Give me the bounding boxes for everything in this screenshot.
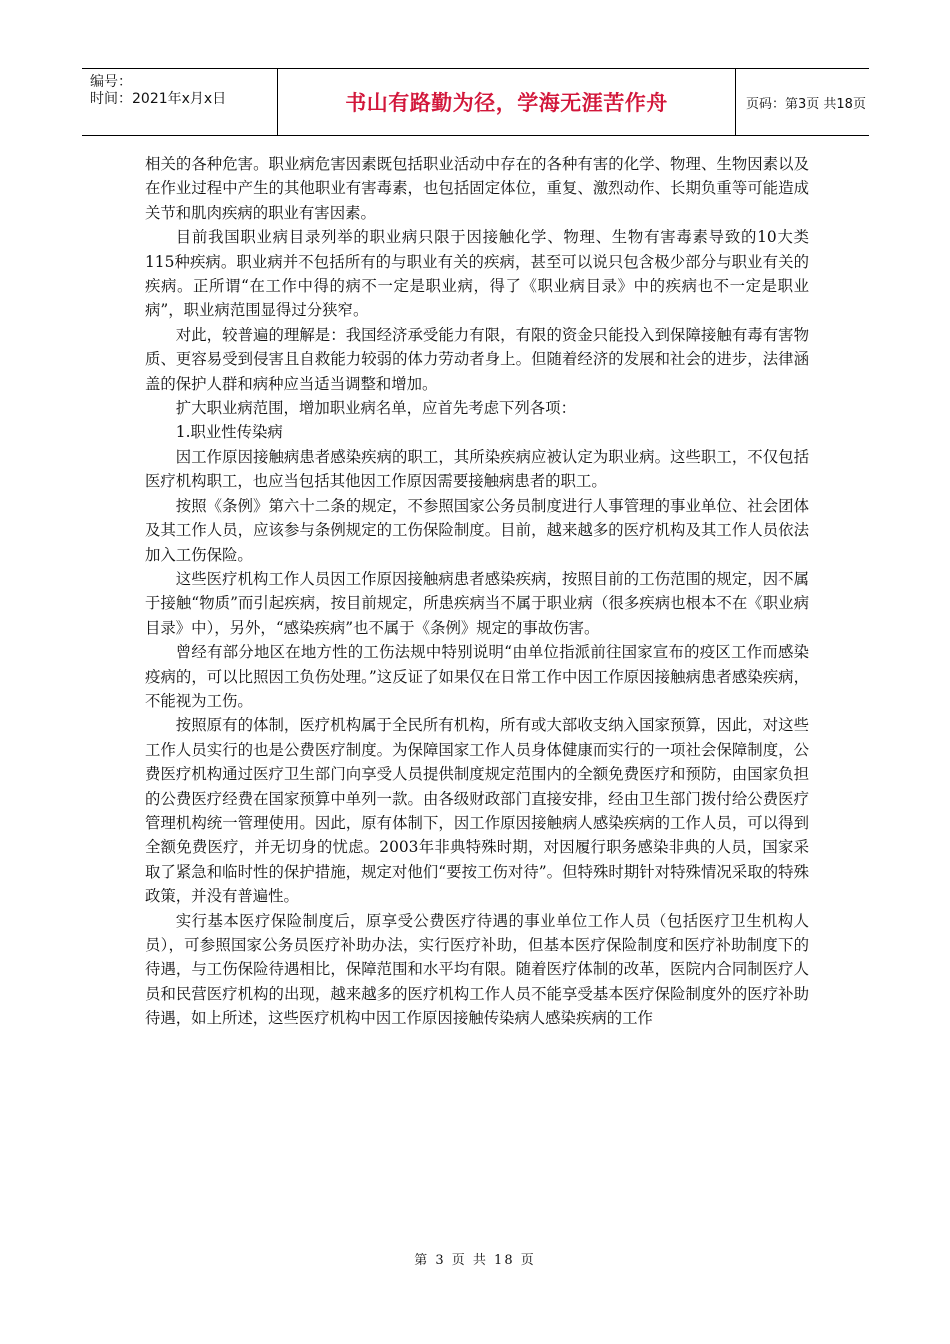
paragraph: 实行基本医疗保险制度后，原享受公费医疗待遇的事业单位工作人员（包括医疗卫生机构人员），可参照国家公务员医疗补助办法，实行医疗补助，但基本医疗保险制度和医疗补助制度下的待遇，与工伤保险待遇相比，保障范围和水平均有限。随着医疗体制的改革，医院内合同制医疗人员和民营医疗机构的出现，越来越多的医疗机构工作人员不能享受基本医疗保险制度外的医疗补助待遇，如上所述，这些医疗机构中因工作原因接触传染病人感染疾病的工作 [145,911,809,1028]
paragraph: 扩大职业病范围，增加职业病名单，应首先考虑下列各项： [175,399,576,418]
page-header [82,68,869,136]
paragraph: 曾经有部分地区在地方性的工伤法规中特别说明“由单位指派前往国家宣布的疫区工作而感染疫病的，可以比照因工负伤处理。”这反证了如果仅在日常工作中因工作原因接触病患者感染疾病，不能视为工伤。 [145,643,809,710]
paragraph: 因工作原因接触病患者感染疾病的职工，其所染疾病应被认定为职业病。这些职工，不仅包括医疗机构职工，也应当包括其他因工作原因需要接触病患者的职工。 [145,447,809,491]
header-page-info: 页码：第3页 共18页 [746,96,866,112]
page-footer: 第 3 页 共 18 页 [414,1253,536,1268]
paragraph: 按照原有的体制，医疗机构属于全民所有机构，所有或大部收支纳入国家预算，因此，对这些工作人员实行的也是公费医疗制度。为保障国家工作人员身体健康而实行的一项社会保障制度，公费医疗机构通过医疗卫生部门向享受人员提供制度规定范围内的全额免费医疗和预防，由国家负担的公费医疗经费在国家预算中单列一款。由各级财政部门直接安排，经由卫生部门拨付给公费医疗管理机构统一管理使用。因此，原有体制下，因工作原因接触病人感染疾病的工作人员，可以得到全额免费医疗，并无切身的忧虑。2003年非典特殊时期，对因履行职务感染非典的人员，国家采取了紧急和临时性的保护措施，规定对他们“要按工伤对待”。但特殊时期针对特殊情况采取的特殊政策，并没有普遍性。 [145,716,809,906]
header-meta [82,69,278,135]
section-heading: 1.职业性传染病 [175,423,283,442]
paragraph: 对此，较普遍的理解是：我国经济承受能力有限，有限的资金只能投入到保障接触有毒有害物质、更容易受到侵害且自救能力较弱的体力劳动者身上。但随着经济的发展和社会的进步，法律涵盖的保护人群和病种应当适当调整和增加。 [145,325,809,393]
paragraph: 按照《条例》第六十二条的规定，不参照国家公务员制度进行人事管理的事业单位、社会团体及其工作人员，应该参与条例规定的工伤保险制度。目前，越来越多的医疗机构及其工作人员依法加入工伤保险。 [145,496,809,564]
paragraph: 这些医疗机构工作人员因工作原因接触病患者感染疾病，按照目前的工伤范围的规定，因不属于接触“物质”而引起疾病，按目前规定，所患疾病当不属于职业病（很多疾病也根本不在《职业病目录》中），另外，“感染疾病”也不属于《条例》规定的事故伤害。 [145,569,809,637]
paragraph: 目前我国职业病目录列举的职业病只限于因接触化学、物理、生物有害毒素导致的10大类115种疾病。职业病并不包括所有的与职业有关的疾病，甚至可以说只包含极少部分与职业有关的疾病。正所谓“在工作中得的病不一定是职业病，得了《职业病目录》中的疾病也不一定是职业病”，职业病范围显得过分狭窄。 [145,228,809,320]
paragraph: 相关的各种危害。职业病危害因素既包括职业活动中存在的各种有害的化学、物理、生物因素以及在作业过程中产生的其他职业有害毒素，也包括固定体位，重复、激烈动作、长期负重等可能造成关节和肌肉疾病的职业有害因素。 [145,155,809,222]
document-number-label: 编号： [90,74,132,90]
header-motto: 书山有路勤为径，学海无涯苦作舟 [278,69,736,135]
document-body [145,152,809,1031]
document-date: 时间：2021年x月x日 [90,91,227,107]
